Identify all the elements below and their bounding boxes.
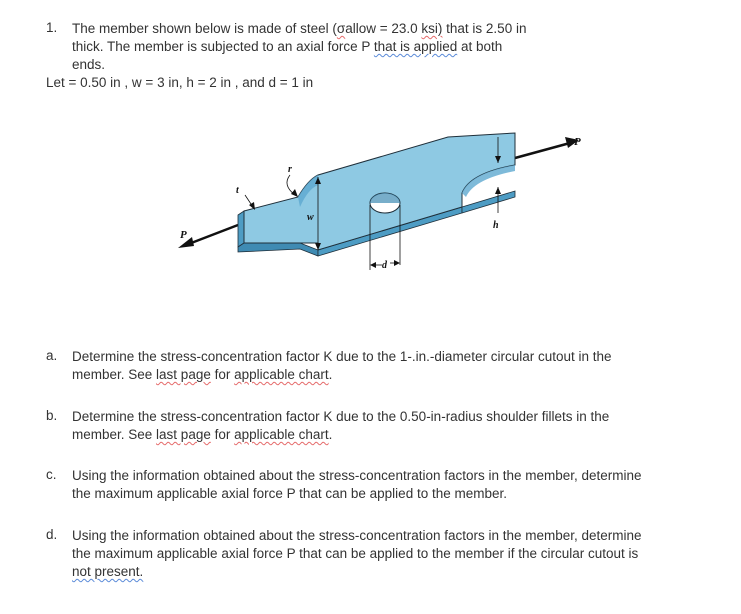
question-b-line-1: Determine the stress-concentration factor K due to the 0.50-in-radius shoulder fillets in the	[72, 409, 610, 424]
w-label: w	[307, 212, 314, 223]
question-c-line-1: Using the information obtained about the stress-concentration factors in the member, determine	[72, 468, 642, 483]
right-force-arrow	[515, 137, 579, 158]
question-a-line-1: Determine the stress-concentration factor K due to the 1-.in.-diameter circular cutout in the	[72, 349, 612, 364]
t-label: t	[236, 185, 239, 196]
intro-line-3: ends.	[72, 57, 106, 72]
ksi-unit: ksi)	[421, 21, 443, 36]
left-force-arrow	[178, 225, 238, 248]
question-d-line-2: the maximum applicable axial force P that can be applied to the member if the circular cutout is	[72, 546, 639, 561]
sigma-symbol: σ	[336, 21, 346, 36]
question-b-letter: b.	[46, 408, 58, 423]
h-label: h	[493, 220, 499, 231]
thickness-indicator	[245, 195, 255, 210]
d-label: d	[382, 260, 387, 271]
let-line: Let = 0.50 in , w = 3 in, h = 2 in , and d = 1 in	[46, 75, 314, 90]
P-left-label: P	[180, 229, 187, 241]
P-right-label: P	[574, 136, 581, 148]
question-d-line-1: Using the information obtained about the stress-concentration factors in the member, determine	[72, 528, 642, 543]
grammar-flag: that is applied	[373, 39, 458, 54]
intro-line-2: thick. The member is subjected to an axial force P that is applied at both	[72, 39, 503, 54]
question-b-line-2: member. See last page for applicable chart.	[72, 427, 333, 442]
intro-line-1: The member shown below is made of steel (σallow = 23.0 ksi) that is 2.50 in	[72, 21, 527, 36]
fillet-radius-indicator	[287, 175, 298, 197]
circular-cutout	[370, 193, 400, 213]
question-c-letter: c.	[46, 467, 57, 482]
member-figure	[170, 125, 590, 290]
question-d-line-3: not present.	[72, 564, 144, 579]
r-label: r	[288, 164, 292, 175]
question-d-letter: d.	[46, 527, 58, 542]
question-a-letter: a.	[46, 348, 58, 363]
question-a-line-2: member. See last page for applicable chart.	[72, 367, 333, 382]
problem-number: 1.	[46, 20, 58, 35]
question-c-line-2: the maximum applicable axial force P that can be applied to the member.	[72, 486, 507, 501]
